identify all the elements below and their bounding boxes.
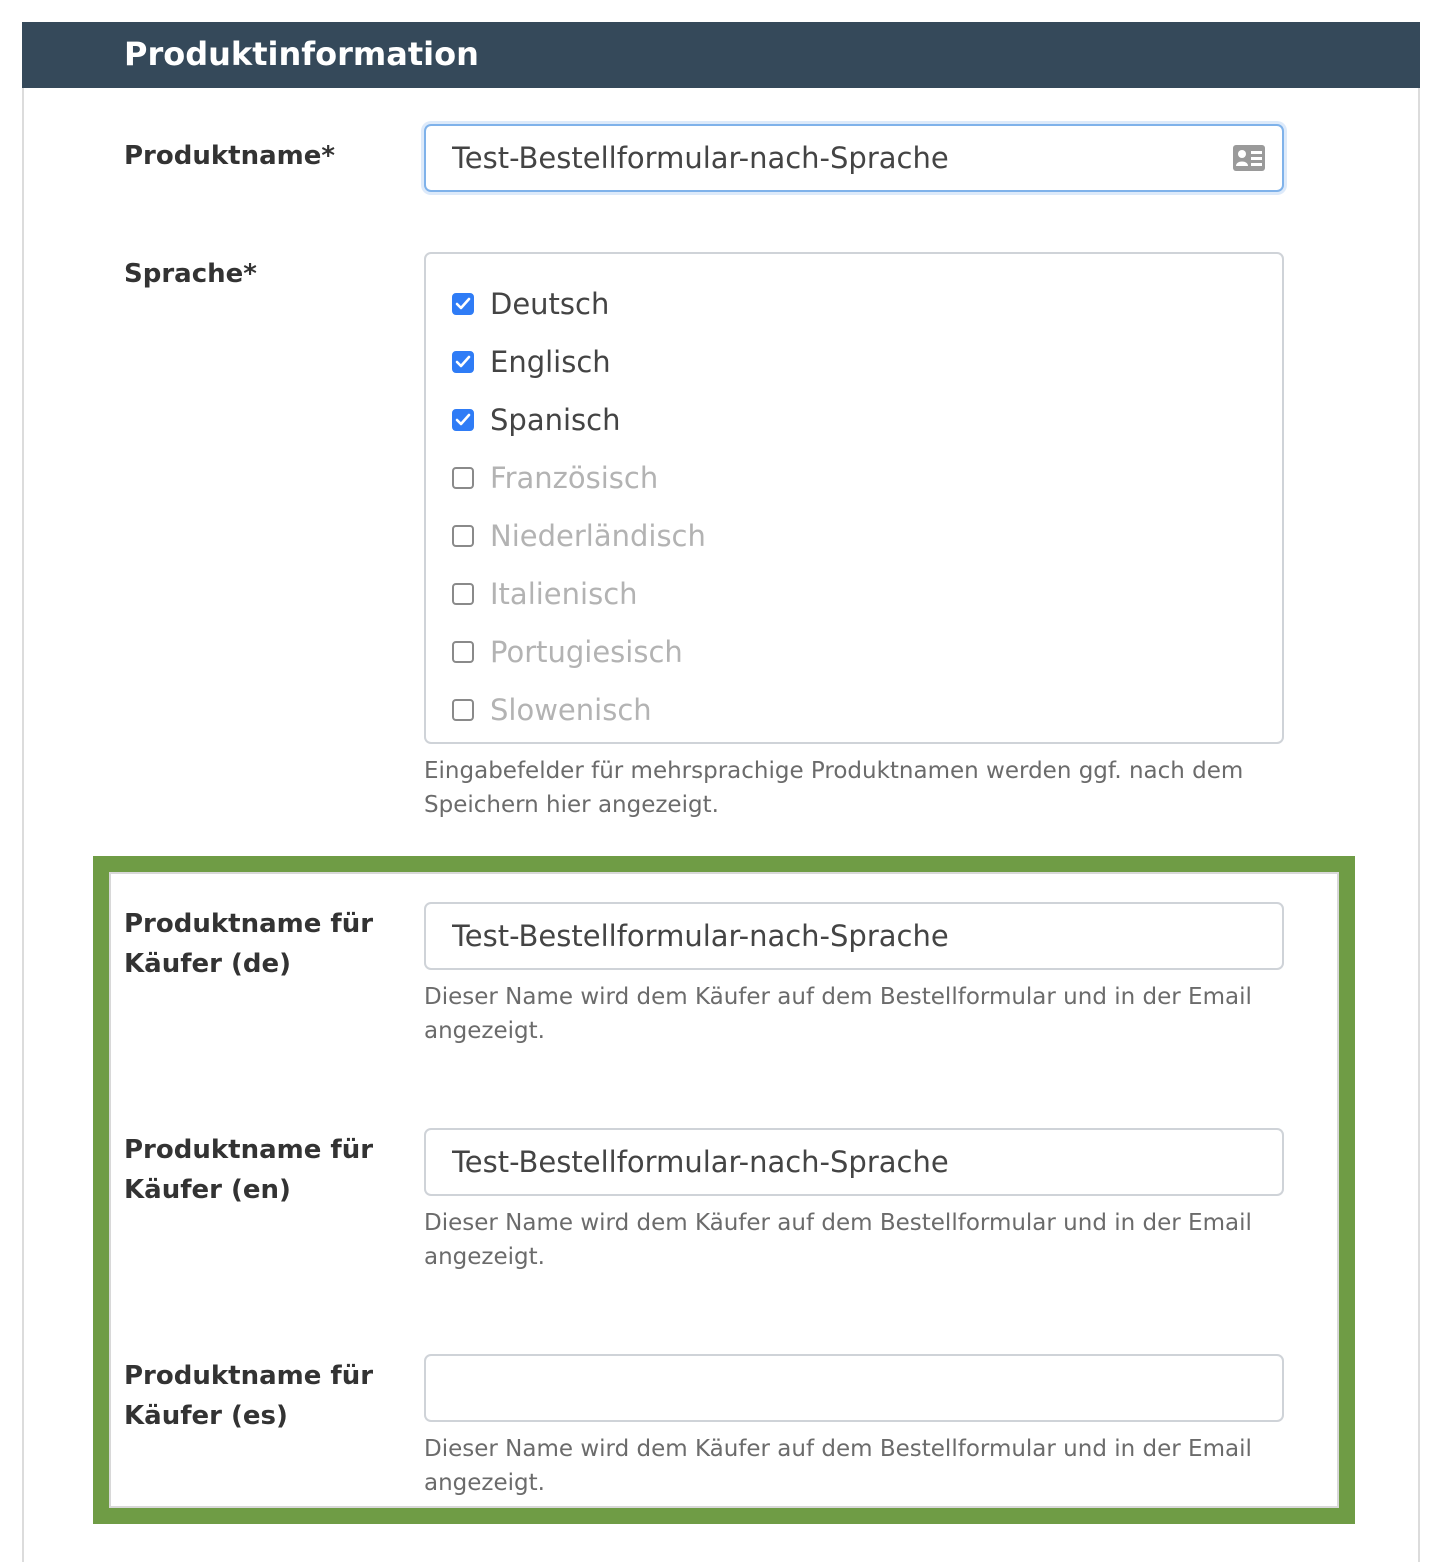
buyer-name-de-input[interactable] bbox=[424, 902, 1284, 970]
language-option-italienisch[interactable] bbox=[452, 574, 638, 614]
language-option-slowenisch[interactable] bbox=[452, 690, 652, 730]
buyer-name-en-help: Dieser Name wird dem Käufer auf dem Bestellformular und in der Email angezeigt. bbox=[424, 1210, 1252, 1270]
language-option-label: Spanisch bbox=[490, 403, 621, 437]
buyer-name-es-help: Dieser Name wird dem Käufer auf dem Bestellformular und in der Email angezeigt. bbox=[424, 1436, 1252, 1496]
language-option-portugiesisch[interactable] bbox=[452, 632, 683, 672]
buyer-name-de-label: Produktname für Käufer (de) bbox=[124, 909, 374, 979]
panel-header bbox=[22, 22, 1420, 88]
language-option-label: Portugiesisch bbox=[490, 635, 683, 669]
language-option-niederlaendisch[interactable] bbox=[452, 516, 706, 556]
contact-card-icon[interactable] bbox=[1232, 144, 1266, 172]
language-option-franzoesisch[interactable] bbox=[452, 458, 658, 498]
checkmark-icon bbox=[455, 355, 471, 369]
checkbox[interactable] bbox=[452, 641, 474, 663]
checkbox[interactable] bbox=[452, 583, 474, 605]
checkbox[interactable] bbox=[452, 699, 474, 721]
product-name-label: Produktname* bbox=[124, 141, 335, 171]
language-option-label: Englisch bbox=[490, 345, 611, 379]
language-option-label: Französisch bbox=[490, 461, 659, 495]
language-option-label: Slowenisch bbox=[490, 693, 652, 727]
checkbox[interactable] bbox=[452, 409, 474, 431]
checkbox[interactable] bbox=[452, 293, 474, 315]
buyer-name-es-input[interactable] bbox=[424, 1354, 1284, 1422]
buyer-name-de-help: Dieser Name wird dem Käufer auf dem Bestellformular und in der Email angezeigt. bbox=[424, 984, 1252, 1044]
panel-title: Produktinformation bbox=[124, 35, 479, 73]
checkmark-icon bbox=[455, 413, 471, 427]
language-option-label: Deutsch bbox=[490, 287, 610, 321]
language-option-englisch[interactable] bbox=[452, 342, 611, 382]
checkbox[interactable] bbox=[452, 467, 474, 489]
language-option-label: Italienisch bbox=[490, 577, 638, 611]
language-help-text: Eingabefelder für mehrsprachige Produktnamen werden ggf. nach dem Speichern hier angezeigt. bbox=[424, 758, 1244, 818]
checkmark-icon bbox=[455, 297, 471, 311]
language-option-spanisch[interactable] bbox=[452, 400, 620, 440]
product-name-input[interactable] bbox=[424, 124, 1284, 192]
checkbox[interactable] bbox=[452, 351, 474, 373]
checkbox[interactable] bbox=[452, 525, 474, 547]
language-checkbox-list bbox=[424, 252, 1284, 744]
buyer-name-es-label: Produktname für Käufer (es) bbox=[124, 1361, 374, 1431]
language-option-label: Niederländisch bbox=[490, 519, 706, 553]
language-option-deutsch[interactable] bbox=[452, 284, 609, 324]
buyer-name-en-label: Produktname für Käufer (en) bbox=[124, 1135, 374, 1205]
buyer-name-en-input[interactable] bbox=[424, 1128, 1284, 1196]
language-label: Sprache* bbox=[124, 259, 257, 289]
